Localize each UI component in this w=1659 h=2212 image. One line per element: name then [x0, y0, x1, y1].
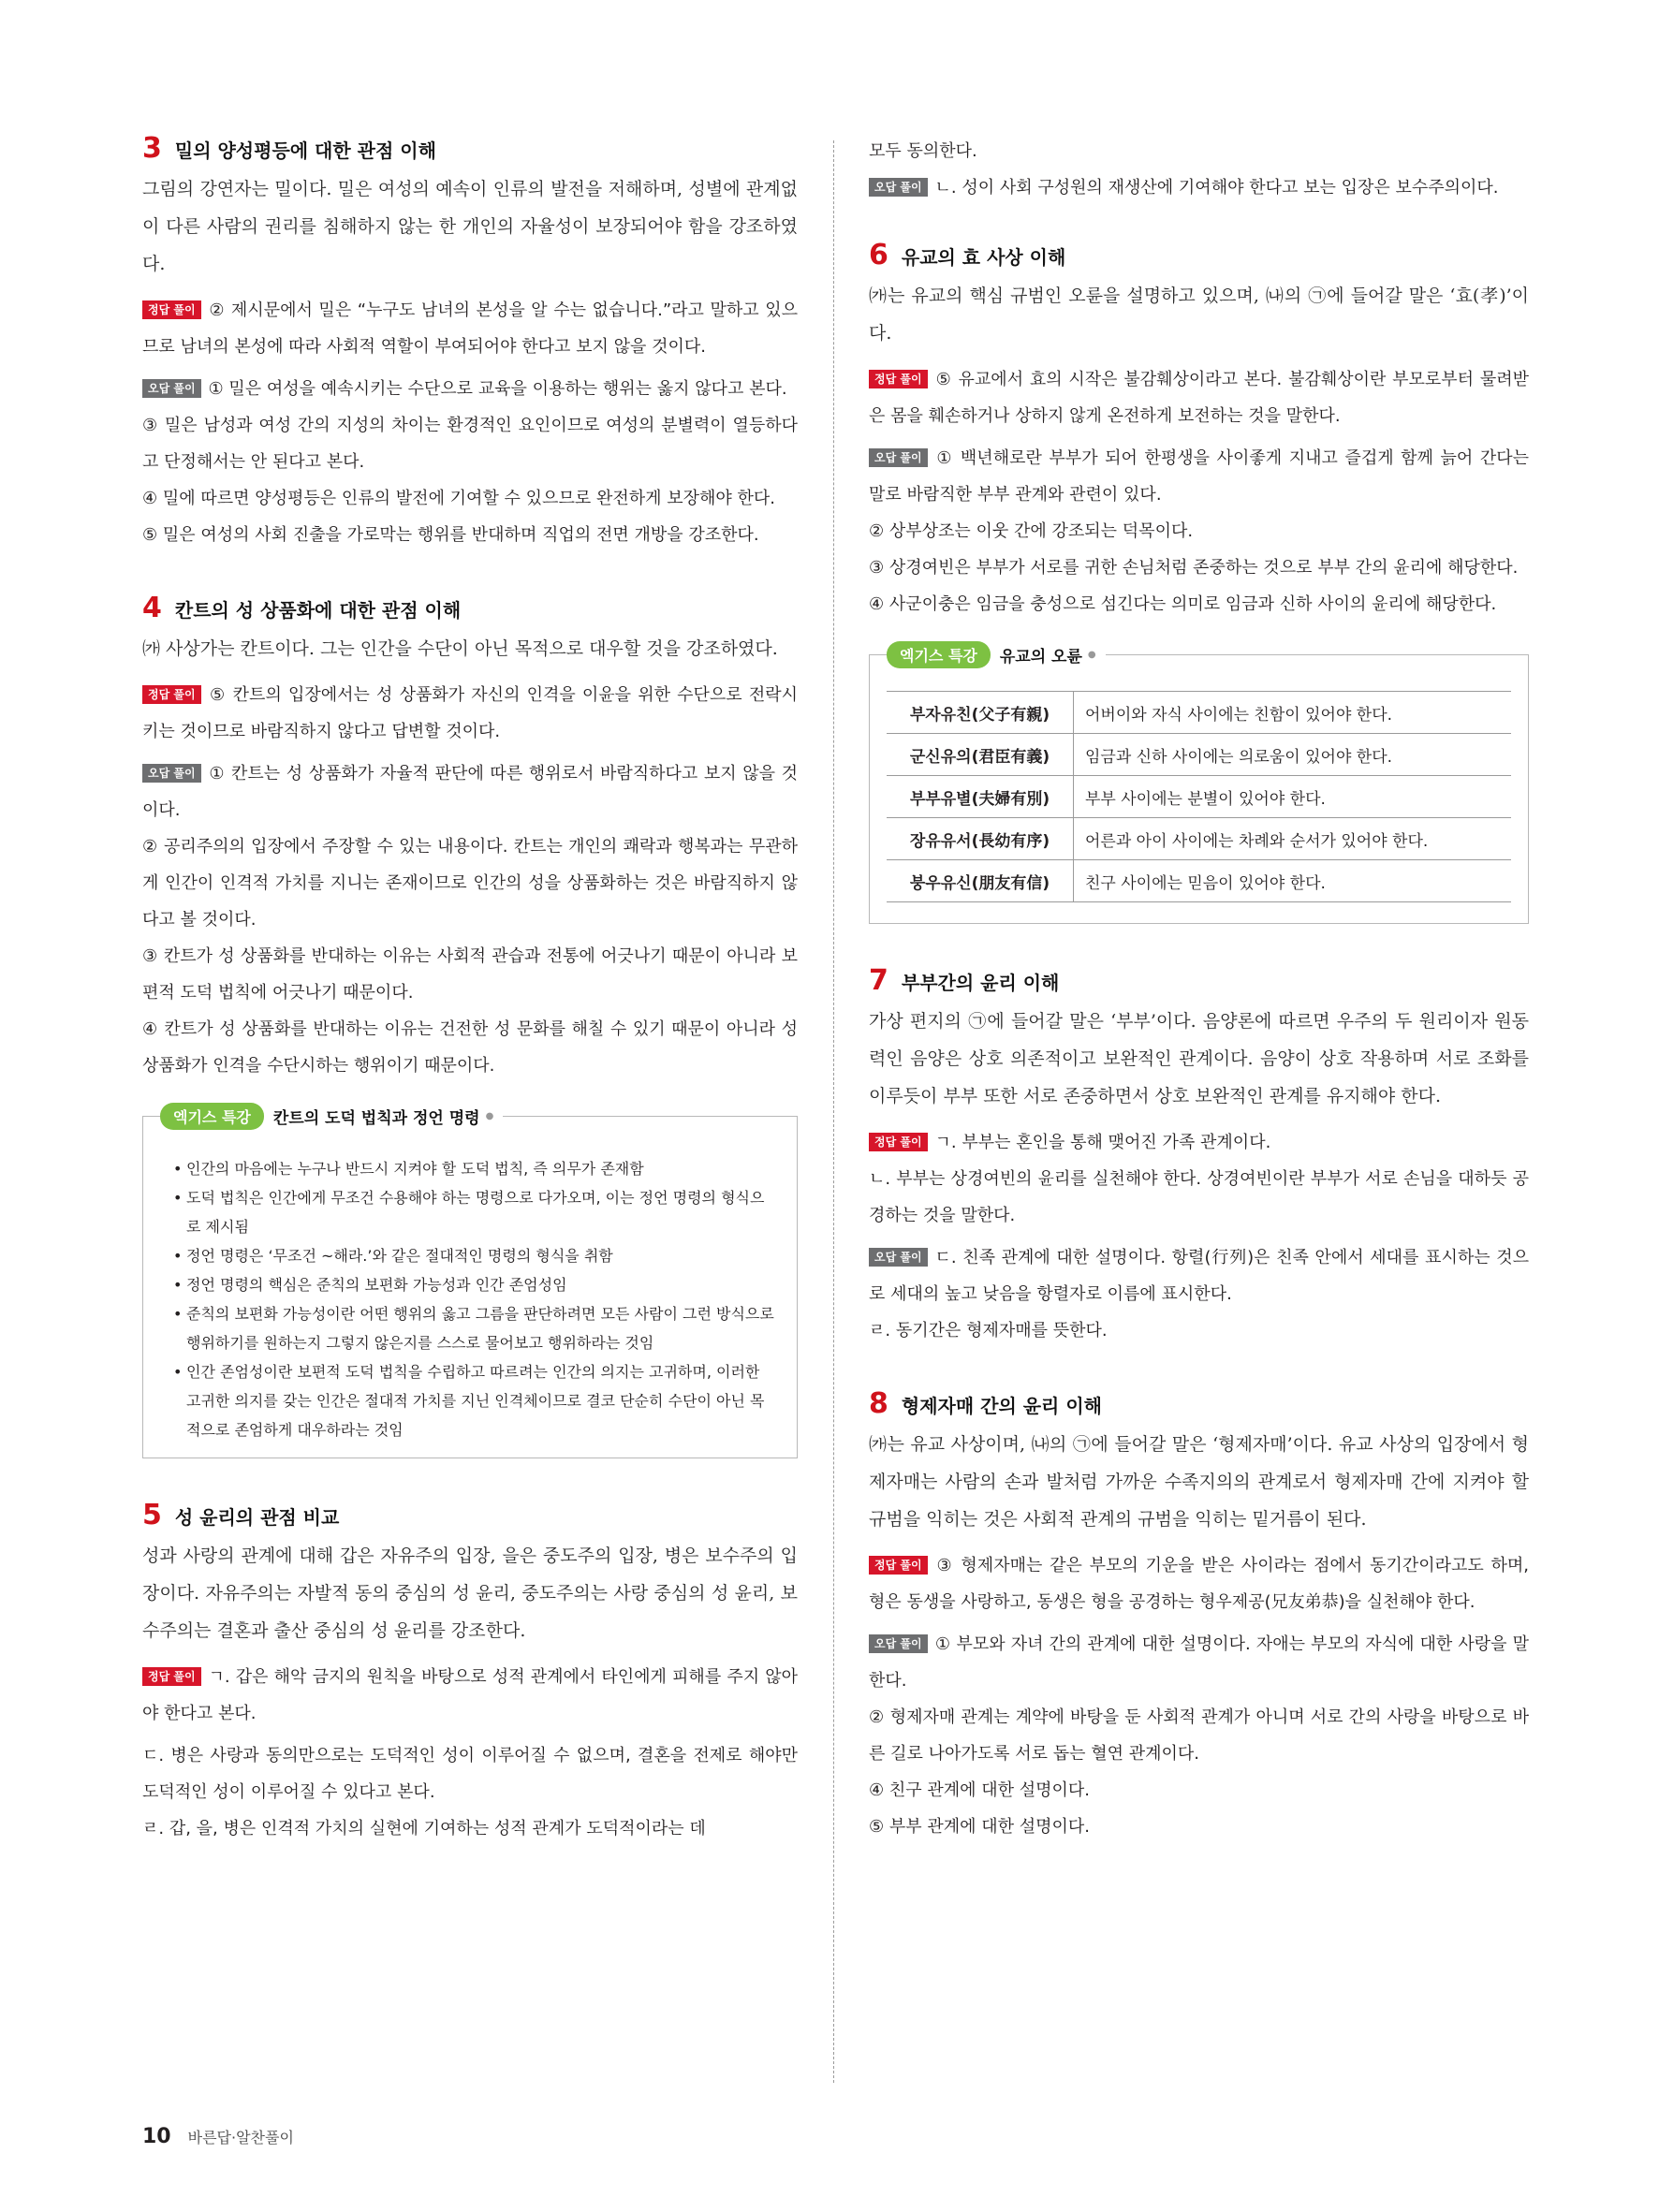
wrong-answer [869, 1626, 1529, 1699]
section-5-continued [869, 133, 1529, 206]
wrong-item: ⑤ 부부 관계에 대한 설명이다. [869, 1817, 1091, 1837]
correct-answer [142, 677, 798, 750]
correct-badge: 정답 풀이 [869, 1556, 928, 1575]
tip-list [162, 1154, 778, 1444]
wrong-item: ② 상부상조는 이웃 간에 강조되는 덕목이다. [869, 521, 1194, 541]
five-relations-table [887, 691, 1511, 902]
wrong-item: ④ 밀에 따르면 양성평등은 인류의 발전에 기여할 수 있으므로 완전하게 보장해야 한다. [142, 489, 775, 508]
table-cell-key: 장유유서(長幼有序) [887, 818, 1074, 860]
section-title: 부부간의 윤리 이해 [901, 972, 1060, 994]
right-column [869, 133, 1529, 1884]
answer-text: ⑤ 칸트의 입장에서는 성 상품화가 자신의 인격을 이윤을 위한 수단으로 전락시키는 것이므로 바람직하지 않다고 답변할 것이다. [142, 685, 798, 741]
wrong-badge: 오답 풀이 [869, 1248, 928, 1267]
list-item: • 인간의 마음에는 누구나 반드시 지켜야 할 도덕 법칙, 즉 의무가 존재함 [173, 1154, 778, 1183]
page-number: 10 [142, 2125, 171, 2148]
wrong-badge: 오답 풀이 [869, 178, 928, 197]
answer-text: ① 부모와 자녀 간의 관계에 대한 설명이다. 자애는 부모의 자식에 대한 사랑을 말한다. [869, 1634, 1529, 1691]
section-title: 칸트의 성 상품화에 대한 관점 이해 [174, 599, 462, 622]
page-footer [142, 2125, 294, 2148]
wrong-item: ⑤ 밀은 여성의 사회 진출을 가로막는 행위를 반대하며 직업의 전면 개방을 강조한다. [142, 525, 759, 545]
section-intro: ㈎ 사상가는 칸트이다. 그는 인간을 수단이 아닌 목적으로 대우할 것을 강조하였다. [142, 638, 778, 659]
tip-box-kant [142, 1108, 798, 1458]
table-row [887, 818, 1511, 860]
wrong-badge: 오답 풀이 [142, 764, 201, 783]
wrong-item: ② 형제자매 관계는 계약에 바탕을 둔 사회적 관계가 아니며 서로 간의 사랑을 바탕으로 바른 길로 나아가도록 서로 돕는 혈연 관계이다. [869, 1707, 1529, 1764]
table-cell-key: 군신유의(君臣有義) [887, 734, 1074, 776]
correct-badge: 정답 풀이 [142, 685, 201, 704]
section-intro: ㈎는 유교의 핵심 규범인 오륜을 설명하고 있으며, ㈏의 ㉠에 들어갈 말은 ‘효(孝)’이다. [869, 286, 1529, 344]
answer-text: ⑤ 유교에서 효의 시작은 불감훼상이라고 본다. 불감훼상이란 부모로부터 물려받은 몸을 훼손하거나 상하지 않게 온전하게 보전하는 것을 말한다. [869, 370, 1529, 426]
section-title: 성 윤리의 관점 비교 [174, 1506, 340, 1529]
section-header [142, 1500, 798, 1531]
answer-text: ㄷ. 친족 관계에 대한 설명이다. 항렬(行列)은 친족 안에서 세대를 표시하는 것으로 세대의 높고 낮음을 항렬자로 이름에 표시한다. [869, 1248, 1529, 1304]
wrong-item: ㄹ. 동기간은 형제자매를 뜻한다. [869, 1321, 1108, 1340]
wrong-answer [869, 1239, 1529, 1312]
table-cell-value: 어버이와 자식 사이에는 친함이 있어야 한다. [1074, 692, 1512, 734]
tip-box-five-relations [869, 647, 1529, 924]
answer-text: ① 백년해로란 부부가 되어 한평생을 사이좋게 지내고 즐겁게 함께 늙어 간다는 말로 바람직한 부부 관계와 관련이 있다. [869, 448, 1529, 505]
wrong-badge: 오답 풀이 [869, 1634, 928, 1653]
correct-badge: 정답 풀이 [869, 370, 928, 388]
correct-answer [869, 1547, 1529, 1620]
wrong-badge: 오답 풀이 [142, 379, 201, 398]
table-cell-key: 부부유별(夫婦有別) [887, 776, 1074, 818]
wrong-answer [869, 169, 1529, 206]
section-8 [869, 1388, 1529, 1845]
section-number: 6 [869, 239, 888, 271]
section-intro: 성과 사랑의 관계에 대해 갑은 자유주의 입장, 을은 중도주의 입장, 병은 보수주의 입장이다. 자유주의는 자발적 동의 중심의 성 윤리, 중도주의는 사랑 중심의 성 윤리, 보수주의는 결혼과 출산 중심의 성 윤리를 강조한다. [142, 1545, 798, 1641]
table-cell-value: 임금과 신하 사이에는 의로움이 있어야 한다. [1074, 734, 1512, 776]
correct-answer [142, 1659, 798, 1732]
wrong-item: ③ 상경여빈은 부부가 서로를 귀한 손님처럼 존중하는 것으로 부부 간의 윤리에 해당한다. [869, 558, 1519, 578]
wrong-item: ③ 밀은 남성과 여성 간의 지성의 차이는 환경적인 요인이므로 여성의 분별력이 열등하다고 단정해서는 안 된다고 본다. [142, 416, 798, 472]
answer-text: ② 제시문에서 밀은 “누구도 남녀의 본성을 알 수는 없습니다.”라고 말하고 있으므로 남녀의 본성에 따라 사회적 역할이 부여되어야 한다고 보지 않을 것이다. [142, 300, 798, 357]
correct-badge: 정답 풀이 [142, 300, 201, 319]
table-row [887, 692, 1511, 734]
section-header [869, 240, 1529, 271]
correct-answer [142, 292, 798, 365]
list-item: • 도덕 법칙은 인간에게 무조건 수용해야 하는 명령으로 다가오며, 이는 정언 명령의 형식으로 제시됨 [173, 1183, 778, 1241]
wrong-answer [142, 371, 798, 407]
list-item: • 준칙의 보편화 가능성이란 어떤 행위의 옳고 그름을 판단하려면 모든 사람이 그런 방식으로 행위하기를 원하는지 그렇지 않은지를 스스로 물어보고 행위하라는 것임 [173, 1299, 778, 1357]
answer-text: ① 칸트는 성 상품화가 자율적 판단에 따른 행위로서 바람직하다고 보지 않을 것이다. [142, 764, 798, 820]
section-title: 유교의 효 사상 이해 [901, 246, 1066, 269]
table-cell-value: 친구 사이에는 믿음이 있어야 한다. [1074, 860, 1512, 902]
tip-box-header [160, 1103, 503, 1130]
answer-text: ① 밀은 여성을 예속시키는 수단으로 교육을 이용하는 행위는 옳지 않다고 본다. [208, 379, 787, 399]
wrong-item: ② 공리주의의 입장에서 주장할 수 있는 내용이다. 칸트는 개인의 쾌락과 행복과는 무관하게 인간이 인격적 가치를 지니는 존재이므로 인간의 성을 상품화하는 것은 바람직하지 않다고 볼 것이다. [142, 837, 798, 930]
table-cell-key: 부자유친(父子有親) [887, 692, 1074, 734]
wrong-badge: 오답 풀이 [869, 448, 928, 467]
table-cell-key: 붕우유신(朋友有信) [887, 860, 1074, 902]
section-7 [869, 965, 1529, 1349]
section-4 [142, 593, 798, 1458]
section-intro: 그림의 강연자는 밀이다. 밀은 여성의 예속이 인류의 발전을 저해하며, 성별에 관계없이 다른 사람의 권리를 침해하지 않는 한 개인의 자율성이 보장되어야 함을 강조하였다. [142, 179, 798, 274]
answer-item: ㄹ. 갑, 을, 병은 인격적 가치의 실현에 기여하는 성적 관계가 도덕적이라는 데 [142, 1819, 706, 1838]
section-number: 7 [869, 964, 888, 997]
left-column [142, 133, 798, 1886]
section-number: 8 [869, 1387, 888, 1420]
list-item: • 인간 존엄성이란 보편적 도덕 법칙을 수립하고 따르려는 인간의 의지는 고귀하며, 이러한 고귀한 의지를 갖는 인간은 절대적 가치를 지닌 인격체이므로 결코 단순히 수단이 아닌 목적으로 존엄하게 대우하라는 것임 [173, 1357, 778, 1444]
section-5 [142, 1500, 798, 1847]
section-header [142, 133, 798, 165]
section-number: 3 [142, 132, 162, 165]
table-cell-value: 부부 사이에는 분별이 있어야 한다. [1074, 776, 1512, 818]
dot-icon: ● [485, 1111, 494, 1121]
answer-text: ③ 형제자매는 같은 부모의 기운을 받은 사이라는 점에서 동기간이라고도 하며, 형은 동생을 사랑하고, 동생은 형을 공경하는 형우제공(兄友弟恭)을 실천해야 한다. [869, 1556, 1529, 1612]
section-number: 5 [142, 1499, 162, 1531]
tip-title: 칸트의 도덕 법칙과 정언 명령 [272, 1109, 480, 1128]
wrong-item: ③ 칸트가 성 상품화를 반대하는 이유는 사회적 관습과 전통에 어긋나기 때문이 아니라 보편적 도덕 법칙에 어긋나기 때문이다. [142, 946, 798, 1003]
correct-answer [869, 361, 1529, 434]
continued-text: 모두 동의한다. [869, 141, 977, 161]
correct-answer [869, 1124, 1529, 1161]
correct-badge: 정답 풀이 [869, 1133, 928, 1151]
wrong-answer [869, 440, 1529, 513]
section-intro: ㈎는 유교 사상이며, ㈏의 ㉠에 들어갈 말은 ‘형제자매’이다. 유교 사상의 입장에서 형제자매는 사람의 손과 발처럼 가까운 수족지의의 관계로서 형제자매 간에 지켜야 할 규범을 익히는 것은 사회적 관계의 규범을 익히는 밑거름이 된다. [869, 1434, 1529, 1530]
dot-icon: ● [1087, 650, 1096, 660]
correct-badge: 정답 풀이 [142, 1667, 201, 1686]
section-6 [869, 240, 1529, 924]
tip-box-header [887, 641, 1106, 668]
answer-text: ㄱ. 부부는 혼인을 통해 맺어진 가족 관계이다. [934, 1133, 1271, 1152]
table-row [887, 860, 1511, 902]
list-item: • 정언 명령의 핵심은 준칙의 보편화 가능성과 인간 존엄성임 [173, 1270, 778, 1299]
section-number: 4 [142, 592, 162, 624]
answer-item: ㄷ. 병은 사랑과 동의만으로는 도덕적인 성이 이루어질 수 없으며, 결혼을 전제로 해야만 도덕적인 성이 이루어질 수 있다고 본다. [142, 1746, 798, 1802]
section-header [869, 965, 1529, 997]
book-title: 바른답·알찬풀이 [187, 2129, 294, 2146]
table-cell-value: 어른과 아이 사이에는 차례와 순서가 있어야 한다. [1074, 818, 1512, 860]
table-row [887, 776, 1511, 818]
section-title: 밀의 양성평등에 대한 관점 이해 [174, 139, 436, 162]
section-title: 형제자매 간의 윤리 이해 [901, 1395, 1102, 1417]
tip-tag: 엑기스 특강 [887, 641, 991, 668]
answer-item: ㄴ. 부부는 상경여빈의 윤리를 실천해야 한다. 상경여빈이란 부부가 서로 손님을 대하듯 공경하는 것을 말한다. [869, 1169, 1529, 1225]
answer-text: ㄱ. 갑은 해악 금지의 원칙을 바탕으로 성적 관계에서 타인에게 피해를 주지 않아야 한다고 본다. [142, 1667, 798, 1723]
wrong-item: ④ 친구 관계에 대한 설명이다. [869, 1780, 1091, 1800]
wrong-item: ④ 칸트가 성 상품화를 반대하는 이유는 건전한 성 문화를 해칠 수 있기 때문이 아니라 성 상품화가 인격을 수단시하는 행위이기 때문이다. [142, 1019, 798, 1076]
table-row [887, 734, 1511, 776]
wrong-item: ④ 사군이충은 임금을 충성으로 섬긴다는 의미로 임금과 신하 사이의 윤리에 해당한다. [869, 594, 1497, 614]
section-intro: 가상 편지의 ㉠에 들어갈 말은 ‘부부’이다. 음양론에 따르면 우주의 두 원리이자 원동력인 음양은 상호 의존적이고 보완적인 관계이다. 음양이 상호 작용하며 서로 조화를 이루듯이 부부 또한 서로 존중하면서 상호 보완적인 관계를 유지해야 한다. [869, 1011, 1529, 1106]
section-header [869, 1388, 1529, 1420]
tip-tag: 엑기스 특강 [160, 1103, 264, 1130]
answer-text: ㄴ. 성이 사회 구성원의 재생산에 기여해야 한다고 보는 입장은 보수주의이다. [934, 178, 1499, 198]
tip-title: 유교의 오륜 [999, 648, 1082, 667]
section-header [142, 593, 798, 624]
section-3 [142, 133, 798, 553]
column-divider [833, 140, 834, 2083]
wrong-answer [142, 755, 798, 828]
list-item: • 정언 명령은 ‘무조건 ~해라.’와 같은 절대적인 명령의 형식을 취함 [173, 1241, 778, 1270]
